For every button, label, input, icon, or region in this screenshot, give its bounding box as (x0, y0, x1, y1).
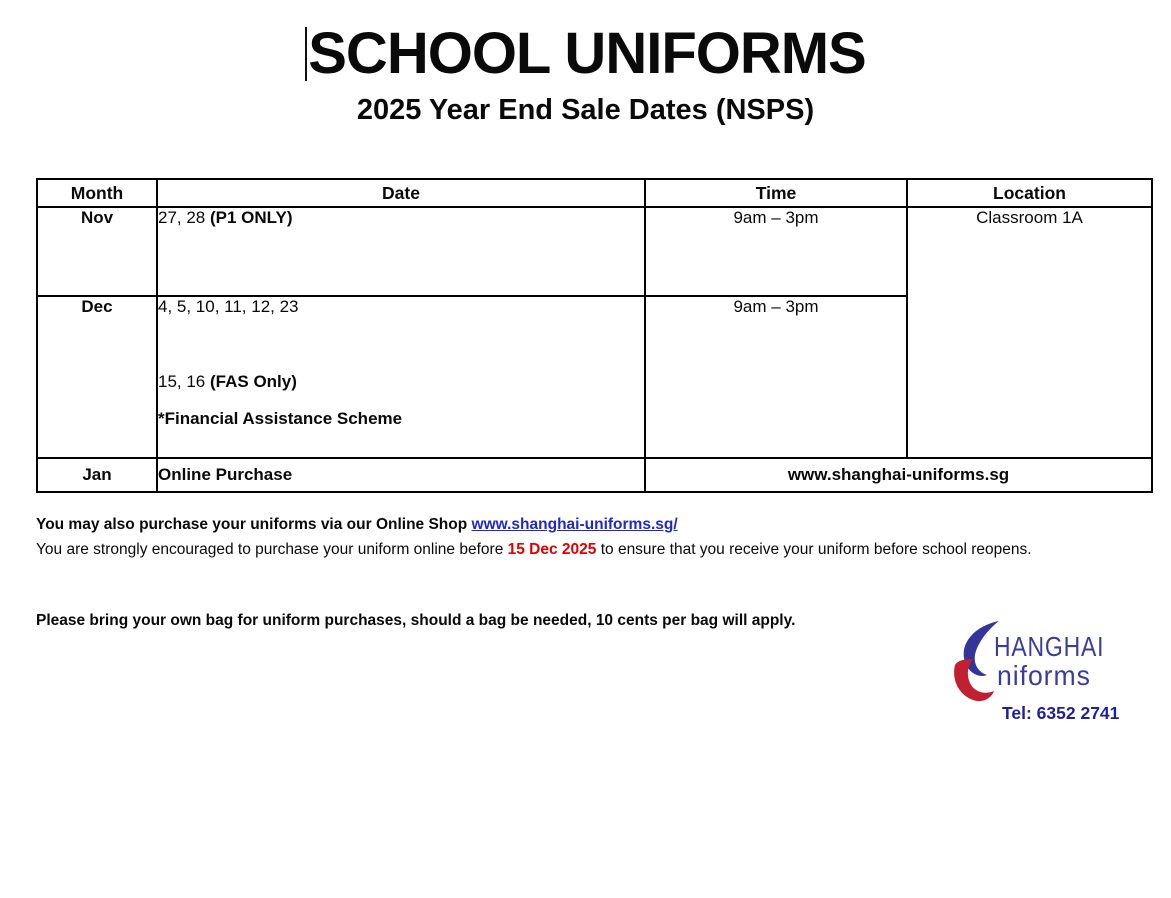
nov-time-cell: 9am – 3pm (645, 207, 907, 296)
fas-footnote: *Financial Assistance Scheme (158, 409, 403, 428)
online-shop-note (36, 514, 678, 536)
text-cursor (305, 27, 307, 81)
logo-text-uniforms: niforms (997, 660, 1091, 691)
page-subtitle: 2025 Year End Sale Dates (NSPS) (356, 94, 815, 126)
nov-month-cell: Nov (37, 207, 157, 296)
dec-month-cell: Dec (37, 296, 157, 458)
table-header-row (37, 179, 1152, 207)
deadline-note-suffix: to ensure that you receive your uniform before school reopens. (596, 541, 1032, 558)
dec-fas-dates-plain: 15, 16 (158, 372, 210, 391)
column-header-date: Date (157, 179, 645, 207)
dec-fas-dates (158, 372, 644, 392)
dec-fas-dates-note: (FAS Only) (210, 372, 297, 391)
column-header-time: Time (645, 179, 907, 207)
dec-date-cell (157, 296, 645, 458)
column-header-month: Month (37, 179, 157, 207)
deadline-note (36, 539, 1041, 561)
sale-dates-table (36, 178, 1153, 493)
column-header-location: Location (907, 179, 1152, 207)
nov-dates: 27, 28 (158, 208, 210, 227)
jan-month-cell: Jan (37, 458, 157, 492)
location-cell: Classroom 1A (907, 207, 1152, 458)
telephone-number: Tel: 6352 2741 (1002, 703, 1120, 723)
logo-text-shanghai: HANGHAI (994, 631, 1105, 662)
dec-dates: 4, 5, 10, 11, 12, 23 (158, 297, 299, 316)
online-shop-link[interactable]: www.shanghai-uniforms.sg/ (471, 516, 678, 533)
online-shop-note-text: You may also purchase your uniforms via our Online Shop (36, 516, 472, 533)
jan-date-cell: Online Purchase (157, 458, 645, 492)
shanghai-uniforms-logo (952, 618, 1152, 730)
deadline-date: 15 Dec 2025 (507, 541, 597, 558)
table-row-jan (37, 458, 1152, 492)
nov-date-cell (157, 207, 645, 296)
table-row-nov (37, 207, 1152, 296)
dec-time-cell: 9am – 3pm (645, 296, 907, 458)
deadline-note-prefix: You are strongly encouraged to purchase your uniform online before (36, 541, 508, 558)
document-title-row (0, 21, 1171, 86)
nov-dates-note: (P1 ONLY) (210, 208, 293, 227)
jan-website-cell: www.shanghai-uniforms.sg (645, 458, 1152, 492)
bag-policy-note: Please bring your own bag for uniform purchases, should a bag be needed, 10 cents per bag will apply. (36, 612, 796, 629)
page-title: SCHOOL UNIFORMS (308, 21, 866, 86)
